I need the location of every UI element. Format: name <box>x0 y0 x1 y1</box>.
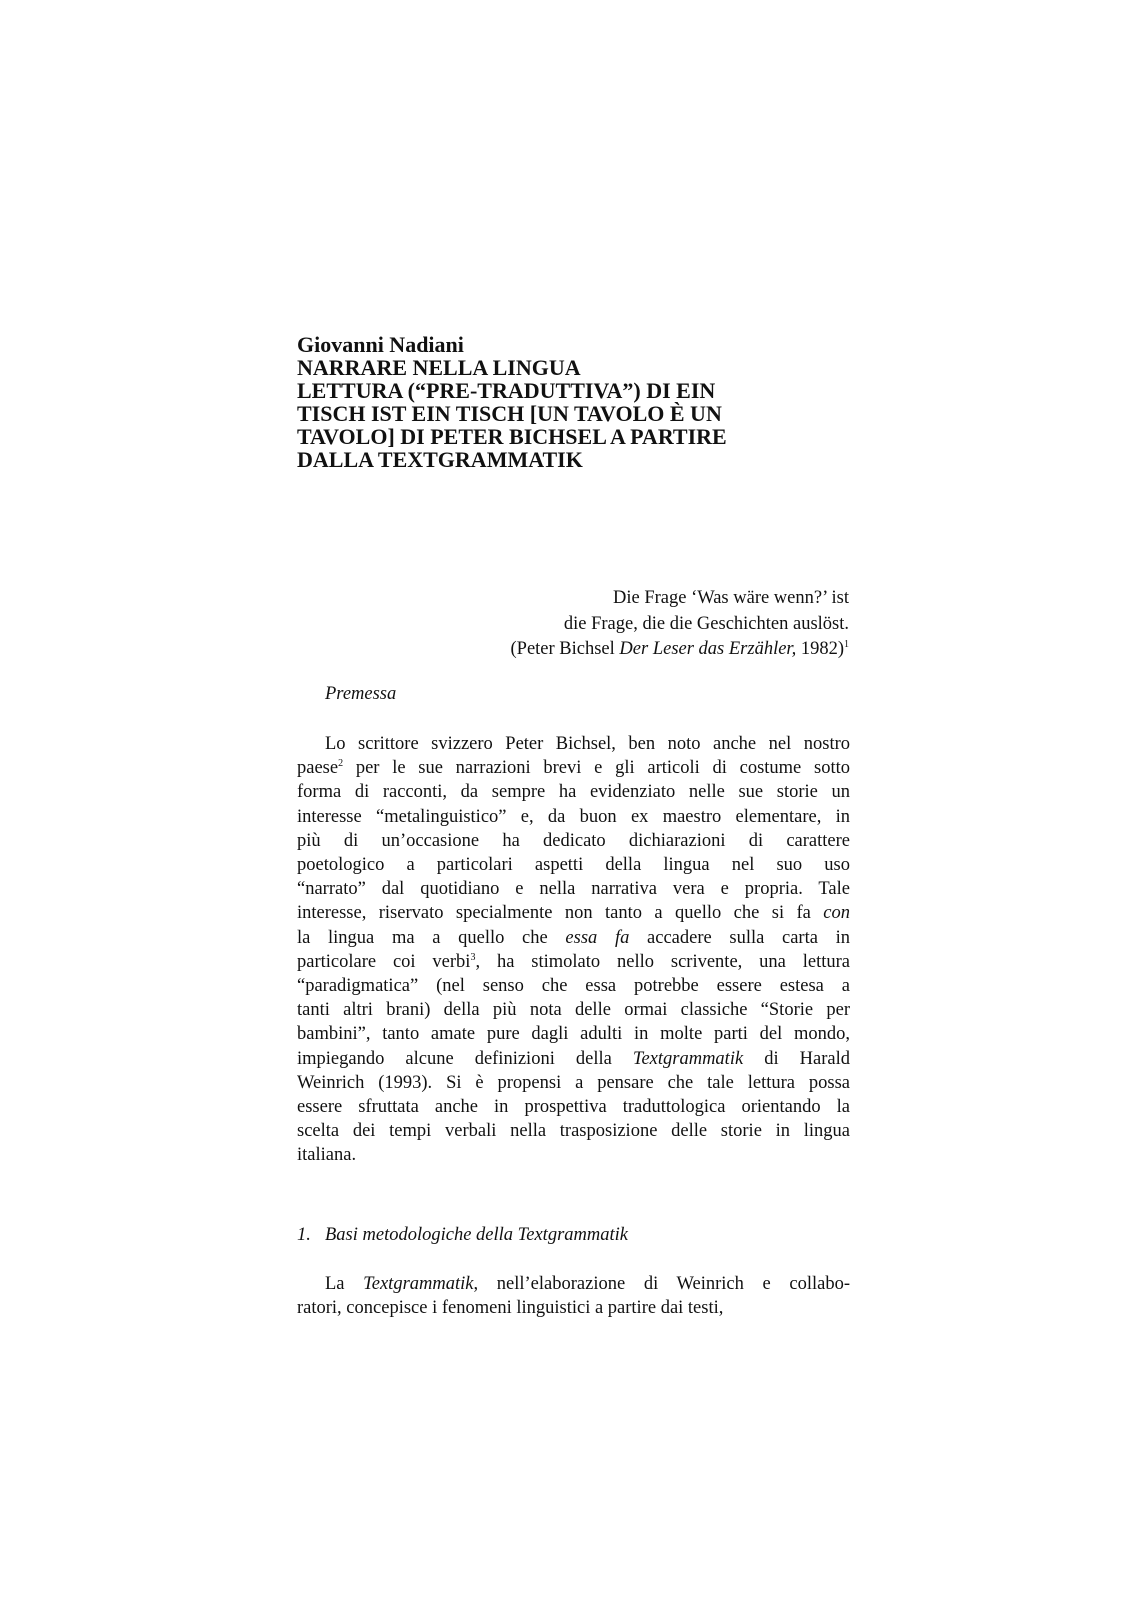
footnote-marker: 1 <box>844 638 849 650</box>
footnote-marker: 2 <box>338 758 344 770</box>
text-line: forma di racconti, da sempre ha evidenziato nelle sue storie un <box>297 782 850 803</box>
text-line: “paradigmatica” (nel senso che essa potrebbe essere estesa a <box>297 976 850 997</box>
text-line: bambini”, tanto amate pure dagli adulti in molte parti del mondo, <box>297 1024 850 1045</box>
epigraph-line: die Frage, die die Geschichten auslöst. <box>563 613 849 634</box>
section-heading-premessa: Premessa <box>325 684 397 704</box>
article-title-line: TISCH IST EIN TISCH [UN TAVOLO È UN <box>297 401 722 426</box>
section-title: Basi metodologiche della Textgrammatik <box>325 1225 628 1245</box>
italic-emphasis: essa fa <box>565 927 630 948</box>
epigraph-citation <box>511 637 850 663</box>
text-line: la lingua ma a quello che essa fa accadere sulla carta in <box>297 927 851 948</box>
epigraph <box>511 586 850 663</box>
epigraph-line: Die Frage ‘Was wäre wenn?’ ist <box>612 588 849 608</box>
text-line: poetologico a particolari aspetti della lingua nel suo uso <box>297 855 850 876</box>
text-line: paese$^2$ per le sue narrazioni brevi e gli articoli di costume sotto <box>297 758 850 779</box>
italic-term: Textgrammatik <box>632 1048 744 1069</box>
section-heading-1 <box>297 1225 628 1246</box>
text-line: La Textgrammatik, nell’elaborazione di Weinrich e collabo- <box>325 1274 851 1294</box>
epigraph-work-title: Der Leser das Erzähler, <box>619 639 797 659</box>
text-line: particolare coi verbi$^3$, ha stimolato nello scrivente, una lettura <box>297 951 850 972</box>
text-line: Weinrich (1993). Si è propensi a pensare che tale lettura possa <box>297 1072 850 1093</box>
text-line: scelta dei tempi verbali nella trasposizione delle storie in lingua <box>297 1121 850 1142</box>
article-title-line: DALLA TEXTGRAMMATIK <box>297 447 583 472</box>
italic-term: Textgrammatik <box>363 1274 474 1294</box>
text-line: ratori, concepisce i fenomeni linguistici a partire dai testi, <box>297 1298 724 1319</box>
author-name: Giovanni Nadiani <box>297 332 464 357</box>
article-header <box>297 333 850 471</box>
italic-emphasis: con <box>823 903 850 924</box>
text-line: interesse “metalinguistico” e, da buon ex maestro elementare, in <box>297 806 850 827</box>
article-title-line: TAVOLO] DI PETER BICHSEL A PARTIRE <box>297 424 727 449</box>
text-line: essere sfruttata anche in prospettiva traduttologica orientando la <box>297 1097 850 1118</box>
epigraph-citation-year: 1982) <box>796 639 844 659</box>
section-number: 1. <box>297 1225 311 1245</box>
epigraph-citation-text: (Peter Bichsel <box>510 639 620 659</box>
text-line: Lo scrittore svizzero Peter Bichsel, ben noto anche nel nostro <box>325 734 850 754</box>
text-line: impiegando alcune definizioni della Textgrammatik di Harald <box>297 1048 850 1069</box>
footnote-marker: 3 <box>470 951 476 963</box>
text-line: italiana. <box>297 1145 357 1166</box>
article-title-line: NARRARE NELLA LINGUA <box>297 355 581 380</box>
body-paragraph <box>297 1272 850 1320</box>
text-line: “narrato” dal quotidiano e nella narrativa vera e propria. Tale <box>297 879 850 900</box>
text-line: più di un’occasione ha dedicato dichiarazioni di carattere <box>297 830 850 851</box>
body-paragraph <box>297 732 850 1168</box>
text-line: interesse, riservato specialmente non tanto a quello che si fa con <box>297 903 850 924</box>
article-title-line: LETTURA (“PRE-TRADUTTIVA”) DI EIN <box>297 378 716 403</box>
text-line: tanti altri brani) della più nota delle ormai classiche “Storie per <box>297 1000 850 1021</box>
